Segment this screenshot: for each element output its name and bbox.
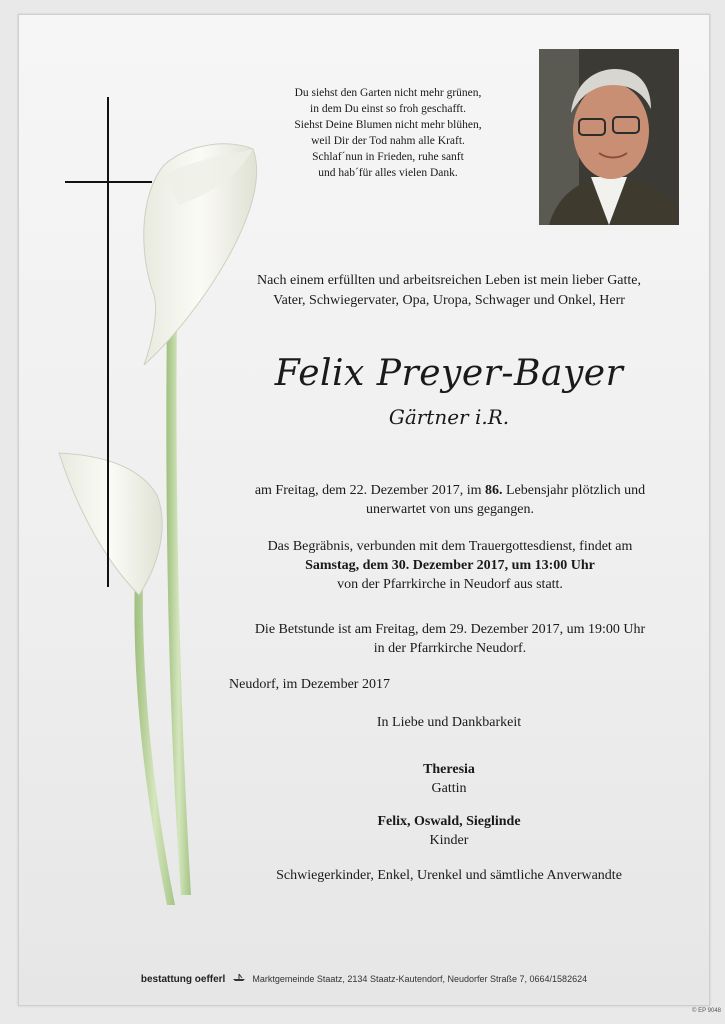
intro-line-1: Nach einem erfüllten und arbeitsreichen Leben ist mein lieber Gatte, (256, 273, 642, 288)
obituary-sheet (18, 14, 710, 1006)
deceased-occupation: Gärtner i.R. (388, 405, 510, 429)
funeral-home-name: bestattung oefferl (140, 974, 226, 985)
other-relatives: Schwiegerkinder, Enkel, Urenkel und sämtliche Anverwandte (276, 868, 622, 883)
prayer-line-1: Die Betstunde ist am Freitag, dem 29. Dezember 2017, um 19:00 Uhr (254, 622, 646, 637)
age-value: 86. (484, 483, 503, 498)
calla-lily-illustration (39, 135, 289, 925)
cross-vertical-bar (107, 97, 109, 587)
intro-line-2: Vater, Schwiegervater, Opa, Uropa, Schwager und Onkel, Herr (273, 293, 625, 308)
funeral-line-3: von der Pfarrkirche in Neudorf aus statt. (337, 577, 563, 592)
boat-logo-icon (232, 973, 246, 984)
place-date: Neudorf, im Dezember 2017 (229, 677, 390, 692)
print-code: © EP 9048 (692, 1008, 721, 1014)
deceased-name: Felix Preyer-Bayer (274, 353, 624, 394)
death-line-1: am Freitag, dem 22. Dezember 2017, im 86. Lebensjahr plötzlich und (254, 483, 646, 498)
death-notice (215, 481, 685, 519)
mourner-relation: Gattin (431, 781, 467, 796)
cross-horizontal-bar (65, 181, 152, 183)
mourner-relation: Kinder (429, 833, 469, 848)
funeral-home-footer (19, 973, 709, 985)
intro-text (219, 271, 679, 311)
mourner-group (219, 812, 679, 850)
memorial-poem: Du siehst den Garten nicht mehr grünen, in dem Du einst so froh geschafft. Siehst Deine Blumen nicht mehr blühen, weil Dir der Tod nahm alle Kraft. Schlaf´nun in Frieden, ruhe sanft und hab´für alles vielen Dank. (294, 87, 482, 179)
funeral-line-1: Das Begräbnis, verbunden mit dem Trauergottesdienst, findet am (267, 539, 633, 554)
mourner-group (219, 760, 679, 798)
funeral-home-address: Marktgemeinde Staatz, 2134 Staatz-Kautendorf, Neudorfer Straße 7, 0664/1582624 (252, 974, 588, 984)
prayer-line-2: in der Pfarrkirche Neudorf. (373, 641, 527, 656)
portrait-photo (539, 49, 679, 225)
prayer-notice (215, 620, 685, 658)
death-line-2: unerwartet von uns gegangen. (366, 502, 534, 517)
mourner-names: Felix, Oswald, Sieglinde (377, 814, 521, 829)
mourner-names: Theresia (423, 762, 475, 777)
funeral-date: Samstag, dem 30. Dezember 2017, um 13:00 Uhr (305, 558, 595, 573)
funeral-notice (215, 537, 685, 594)
closing-line: In Liebe und Dankbarkeit (376, 715, 522, 730)
